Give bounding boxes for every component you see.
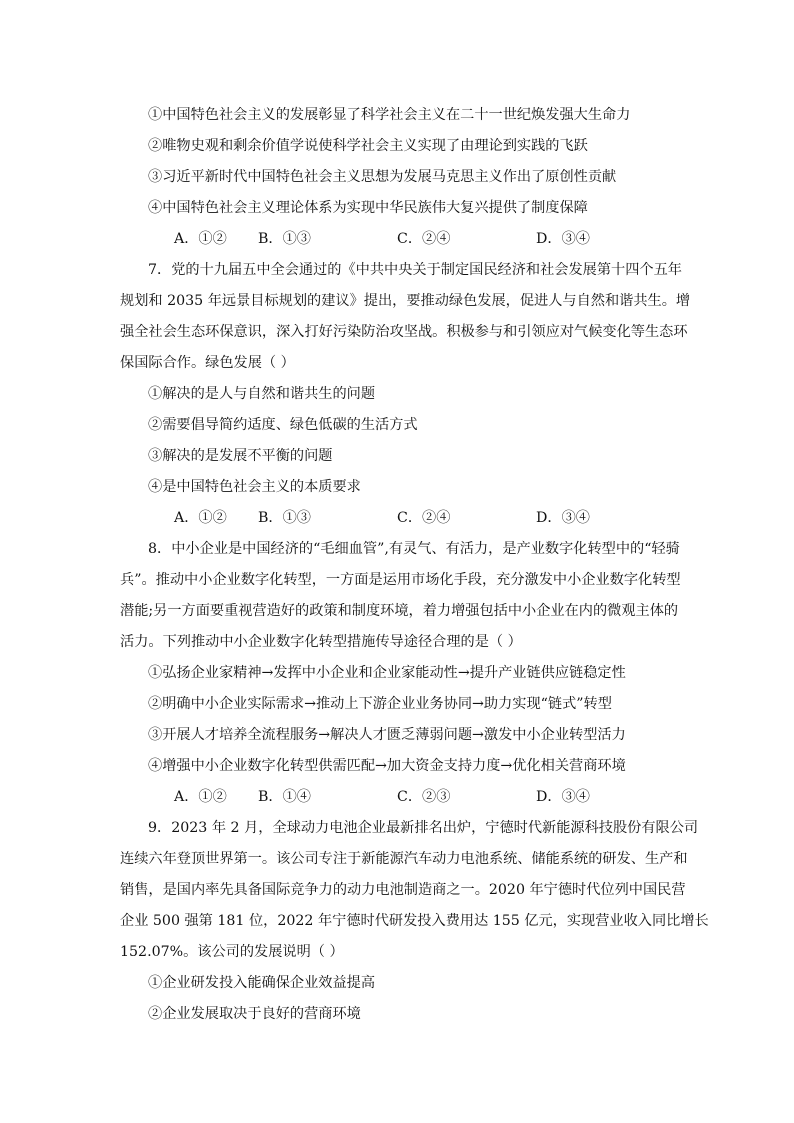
question-7 [120, 255, 691, 534]
q6-answer-choices [120, 224, 680, 255]
q7-option-1: ①解决的是人与自然和谐共生的问题 [148, 386, 376, 402]
q7-answer-choices [120, 503, 680, 534]
q7-choice-a: A．①② [174, 510, 227, 526]
q8-stem-line-3: 潜能;另一方面要重视营造好的政策和制度环境，着力增强包括中小企业在内的微观主体的 [120, 603, 679, 619]
q8-choice-b: B．①④ [258, 789, 311, 805]
q7-stem-line-4: 保国际合作。绿色发展（ ） [120, 355, 295, 371]
q7-option-3: ③解决的是发展不平衡的问题 [148, 448, 333, 464]
q6-option-3: ③习近平新时代中国特色社会主义思想为发展马克思主义作出了原创性贡献 [148, 169, 617, 185]
question-6 [120, 100, 680, 255]
q6-choice-a: A．①② [174, 231, 227, 247]
exam-content [120, 100, 709, 1030]
q8-answer-choices [120, 782, 680, 813]
q7-stem-line-1: 7．党的十九届五中全会通过的《中共中央关于制定国民经济和社会发展第十四个五年 [148, 262, 682, 278]
q8-option-2: ②明确中小企业实际需求→推动上下游企业业务协同→助力实现“链式”转型 [148, 696, 612, 712]
q8-choice-a: A．①② [174, 789, 227, 805]
q9-option-1: ①企业研发投入能确保企业效益提高 [148, 975, 376, 991]
q6-option-4: ④中国特色社会主义理论体系为实现中华民族伟大复兴提供了制度保障 [148, 200, 588, 216]
q6-option-2: ②唯物史观和剩余价值学说使科学社会主义实现了由理论到实践的飞跃 [148, 138, 588, 154]
q7-option-2: ②需要倡导简约适度、绿色低碳的生活方式 [148, 417, 418, 433]
q9-stem-line-4: 企业 500 强第 181 位，2022 年宁德时代研发投入费用达 155 亿元，实现营业收入同比增长 [120, 913, 709, 929]
q9-stem-line-3: 销售，是国内率先具备国际竞争力的动力电池制造商之一。2020 年宁德时代位列中国民营 [120, 882, 686, 898]
q8-option-3: ③开展人才培养全流程服务→解决人才匮乏薄弱问题→激发中小企业转型活力 [148, 727, 626, 743]
q6-choice-b: B．①③ [258, 231, 311, 247]
q7-stem-line-3: 强全社会生态环保意识，深入打好污染防治攻坚战。积极参与和引领应对气候变化等生态环 [120, 324, 688, 340]
q9-stem-line-1: 9．2023 年 2 月，全球动力电池企业最新排名出炉，宁德时代新能源科技股份有限公司 [148, 820, 699, 836]
question-8 [120, 534, 680, 813]
q8-stem-line-4: 活力。下列推动中小企业数字化转型措施传导途径合理的是（ ） [120, 634, 522, 650]
q8-choice-c: C．②③ [397, 789, 451, 805]
q7-stem-line-2: 规划和 2035 年远景目标规划的建议》提出，要推动绿色发展，促进人与自然和谐共生。增 [120, 293, 691, 309]
q7-choice-d: D．③④ [536, 510, 590, 526]
q8-stem-line-2: 兵”。推动中小企业数字化转型，一方面是运用市场化手段，充分激发中小企业数字化转型 [120, 572, 681, 588]
q6-choice-d: D．③④ [536, 231, 590, 247]
q9-stem-line-5: 152.07%。该公司的发展说明（ ） [120, 944, 344, 960]
question-9 [120, 813, 709, 1030]
q9-option-2: ②企业发展取决于良好的营商环境 [148, 1006, 361, 1022]
q6-option-1: ①中国特色社会主义的发展彰显了科学社会主义在二十一世纪焕发强大生命力 [148, 107, 631, 123]
q8-choice-d: D．③④ [536, 789, 590, 805]
q8-stem-line-1: 8．中小企业是中国经济的“毛细血管”,有灵气、有活力，是产业数字化转型中的“轻骑 [148, 541, 680, 557]
q6-choice-c: C．②④ [397, 231, 451, 247]
q7-choice-b: B．①③ [258, 510, 311, 526]
q9-stem-line-2: 连续六年登顶世界第一。该公司专注于新能源汽车动力电池系统、储能系统的研发、生产和 [120, 851, 688, 867]
q7-option-4: ④是中国特色社会主义的本质要求 [148, 479, 361, 495]
q8-option-4: ④增强中小企业数字化转型供需匹配→加大资金支持力度→优化相关营商环境 [148, 758, 626, 774]
q7-choice-c: C．②④ [397, 510, 451, 526]
q8-option-1: ①弘扬企业家精神→发挥中小企业和企业家能动性→提升产业链供应链稳定性 [148, 665, 626, 681]
